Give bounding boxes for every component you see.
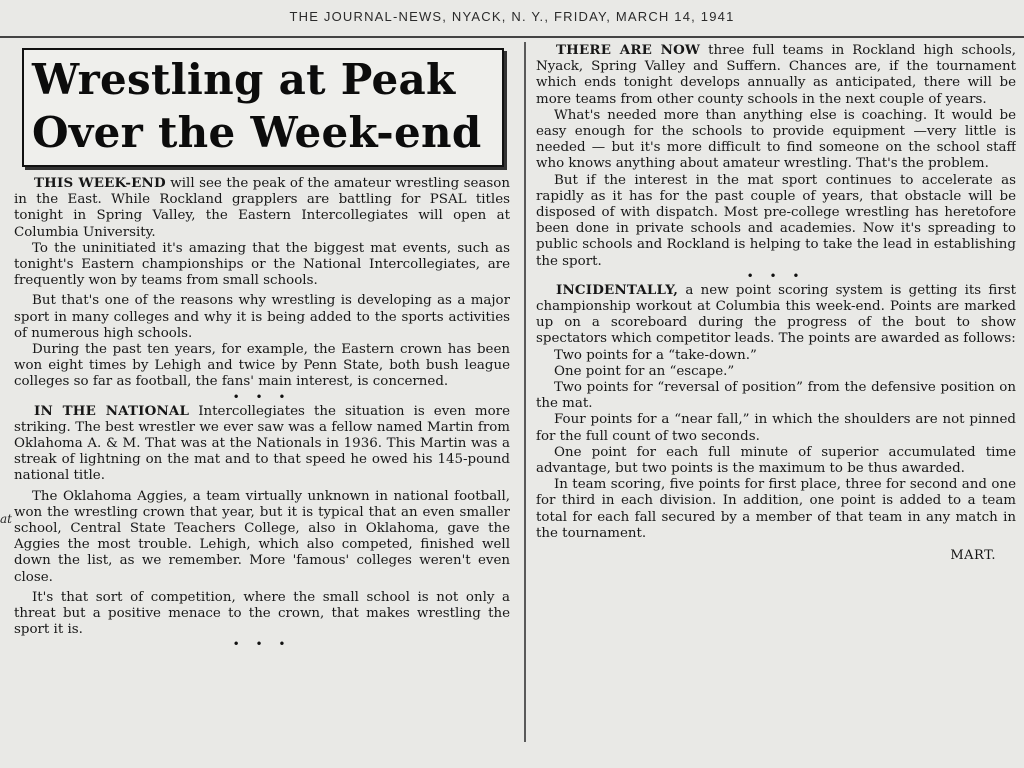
masthead xyxy=(0,0,1024,38)
left-column xyxy=(14,42,510,764)
left-lead-1: THIS WEEK-END xyxy=(34,175,166,191)
right-lead-1: THERE ARE NOW xyxy=(556,42,701,58)
masthead-text: THE JOURNAL-NEWS, NYACK, N. Y., FRIDAY, MARCH 14, 1941 xyxy=(289,9,735,24)
right-column xyxy=(524,42,1016,742)
scoring-rule: In team scoring, five points for first place, three for second and one for third in each division. In addition, one point is added to a team total for each fall secured by a member of that team in any match in the tournament. xyxy=(536,477,1016,541)
left-paragraph-6: The Oklahoma Aggies, a team virtually unknown in national football, won the wrestling crown that year, but it is typical that an even smaller school, Central State Teachers College, also in Oklahoma, gave the Aggies the most trouble. Lehigh, which also competed, finished well down the list, as we remember. More 'famous' colleges weren't even close. xyxy=(14,488,510,585)
right-paragraph-1-text: three full teams in Rockland high schools, Nyack, Spring Valley and Suffern. Chances are, if the tournament which ends tonight develops annually as anticipated, there will be more teams from other county schools in the next couple of years. xyxy=(536,43,1016,107)
right-section-separator: • • • xyxy=(746,268,806,283)
author-signature: MART. xyxy=(950,548,996,564)
headline-line-1: Wrestling at Peak xyxy=(32,55,456,104)
left-paragraph-5-text: Intercollegiates the situation is even more striking. The best wrestler we ever saw was a fellow named Martin from Oklahoma A. & M. That was at the Nationals in 1936. This Martin was a streak of lightning on the mat and to that speed he owed his 145-pound national title. xyxy=(14,403,510,484)
right-lead-4: INCIDENTALLY, xyxy=(556,281,679,298)
section-separator: • • • xyxy=(232,389,292,404)
scoring-rule: One point for an “escape.” xyxy=(554,363,735,379)
scoring-rule: One point for each full minute of superior accumulated time advantage, but two points is the maximum to be thus awarded. xyxy=(536,444,1016,477)
right-paragraph-1 xyxy=(536,42,1016,108)
handwritten-margin-mark: at xyxy=(0,512,12,526)
left-paragraph-5 xyxy=(14,403,510,485)
headline-box xyxy=(22,48,504,167)
right-paragraph-4 xyxy=(536,282,1016,348)
right-paragraph-2: What's needed more than anything else is coaching. It would be easy enough for the schools to provide equipment —very little is needed — but it's more difficult to find someone on the school staff who knows anything about amateur wrestling. That's the problem. xyxy=(536,107,1016,172)
left-paragraph-2: To the uninitiated it's amazing that the biggest mat events, such as tonight's Eastern championships or the National Intercollegiates, are frequently won by teams from small schools. xyxy=(14,240,510,289)
section-separator-end: • • • xyxy=(232,637,292,652)
left-paragraph-7: It's that sort of competition, where the small school is not only a threat but a positive menace to the crown, that makes wrestling the sport it is. xyxy=(14,589,510,638)
scoring-rule: Two points for a “take-down.” xyxy=(554,347,757,363)
left-paragraph-3: But that's one of the reasons why wrestling is developing as a major sport in many colleges and why it is being added to the sports activities of numerous high schools. xyxy=(14,293,510,341)
left-paragraph-1-text: will see the peak of the amateur wrestling season in the East. While Rockland grapplers are battling for PSAL titles tonight in Spring Valley, the Eastern Intercollegiates will open at Columbia University. xyxy=(14,176,510,240)
right-paragraph-3: But if the interest in the mat sport continues to accelerate as rapidly as it has for the past couple of years, that obstacle will be disposed of with dispatch. Most pre-college wrestling has heretofore been done in private schools and academies. Now it's spreading to public schools and Rockland is helping to take the lead in establishing the sport. xyxy=(536,172,1016,269)
scoring-rule: Four points for a “near fall,” in which the shoulders are not pinned for the full count of two seconds. xyxy=(536,412,1016,444)
left-paragraph-1 xyxy=(14,175,510,241)
scoring-rule: Two points for “reversal of position” from the defensive position on the mat. xyxy=(536,380,1016,412)
left-lead-5: IN THE NATIONAL xyxy=(34,402,190,419)
left-paragraph-4: During the past ten years, for example, the Eastern crown has been won eight times by Lehigh and twice by Penn State, both bush league colleges so far as football, the fans' main interest, is concerned. xyxy=(14,342,510,390)
right-paragraph-4-text: a new point scoring system is getting its first championship workout at Columbia this week-end. Points are marked up on a scoreboard during the progress of the bout to show spectators which competitor leads. The points are awarded as follows: xyxy=(536,282,1016,347)
headline-line-2: Over the Week-end xyxy=(32,107,482,157)
